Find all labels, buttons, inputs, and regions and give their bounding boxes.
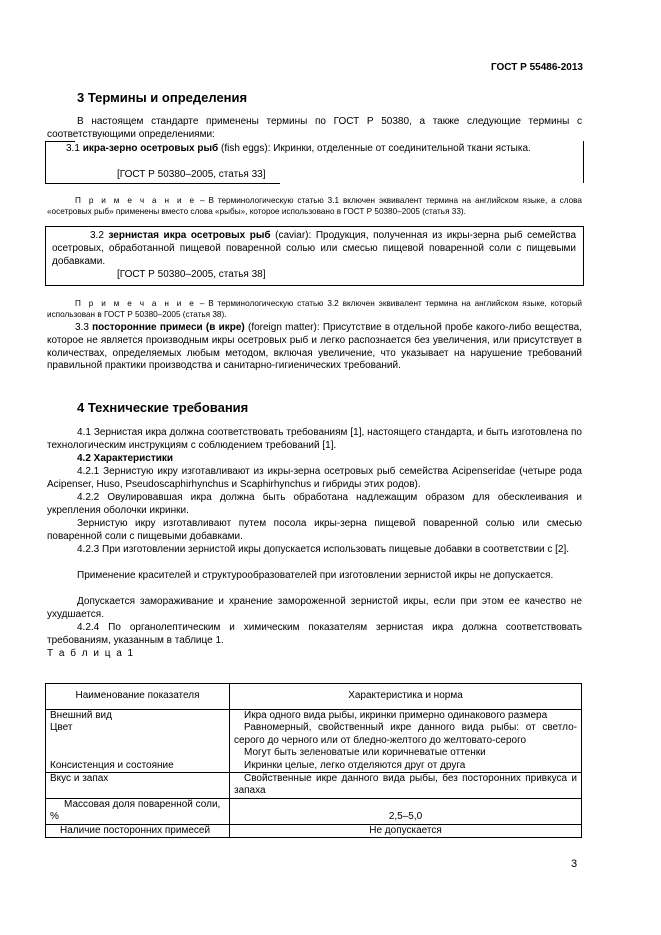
para-4-2-3c: Допускается замораживание и хранение замороженной зернистой икры, если при этом ее качество не ухудшается. — [47, 596, 582, 620]
table-row — [46, 722, 582, 747]
table-cell-value: Икринки целые, легко отделяются друг от друга — [230, 760, 582, 773]
term-3-1-english: (fish eggs) — [221, 143, 268, 154]
note-1 — [47, 196, 582, 217]
table-row — [46, 747, 582, 759]
term-3-2-number: 3.2 — [90, 230, 104, 241]
section-3-heading: 3 Термины и определения — [77, 90, 248, 105]
term-3-2 — [52, 230, 576, 268]
para-4-1: 4.1 Зернистая икра должна соответствовать требованиям [1], настоящего стандарта, и быть изготовлена по технологическим инструкциям с соблюдением требований [1]. — [47, 427, 582, 451]
note-2-label: П р и м е ч а н и е — [75, 299, 196, 308]
table-header-cell: Наименование показателя — [46, 684, 230, 710]
table-1-caption: Т а б л и ц а 1 — [47, 648, 135, 659]
table-cell-value: Свойственные икре данного вида рыбы, без посторонних привкуса и запаха — [230, 773, 582, 799]
table-cell-value: Равномерный, свойственный икре данного вида рыбы: от светло-серого до черного или от бледно-желтого до желтовато-серого — [230, 722, 582, 747]
term-3-3-definition: : Присутствие в отдельной пробе какого-либо вещества, которое не является производным икры осетровых рыб и легко распознается без увеличения, или присутствует в количествах, определяемых любым методом, включая увеличение, что указывает на нарушение требований правильной практики производства и санитарно-гигиенических требований. — [47, 322, 583, 372]
table-cell-name — [46, 747, 230, 759]
para-4-2-1: 4.2.1 Зернистую икру изготавливают из икры-зерна осетровых рыб семейства Acipenseridae (четыре рода Acipenser, Huso, Pseudoscaphirhynchus и Scaphirhynchus и гибриды этих родов). — [47, 466, 582, 490]
page-number: 3 — [571, 858, 578, 870]
term-3-1-definition: : Икринки, отделенные от соединительной ткани ястыка. — [267, 143, 531, 154]
para-4-2-3b: Применение красителей и структурообразователей при изготовлении зернистой икры не допускается. — [77, 570, 554, 581]
term-3-2-definition: : Продукция, полученная из икры-зерна рыб семейства осетровых, обработанной пищевой поваренной солью или смесью пищевой поваренной соли с пищевыми добавками. — [52, 230, 577, 267]
section-3-intro: В настоящем стандарте применены термины по ГОСТ Р 50380, а также следующие термины с соответствующими определениями: — [47, 116, 582, 140]
term-3-1-number: 3.1 — [66, 143, 80, 154]
term-3-1-term: икра-зерно осетровых рыб — [82, 143, 219, 154]
term-3-3-number: 3.3 — [75, 322, 89, 333]
subheading-4-2: 4.2 Характеристики — [77, 453, 174, 464]
para-4-2-2b: Зернистую икру изготавливают путем посола икры-зерна пищевой поваренной солью или смесью поваренной соли с пищевыми добавками. — [47, 518, 582, 542]
note-2 — [47, 299, 582, 320]
para-4-2-2: 4.2.2 Овулировавшая икра должна быть обработана надлежащим образом для обесклеивания и укрепления оболочки икринки. — [47, 492, 582, 516]
table-row — [46, 760, 582, 773]
table-header-row — [46, 684, 582, 710]
table-cell-name: Наличие посторонних примесей — [46, 824, 230, 837]
table-cell-value: Могут быть зеленоватые или коричневатые оттенки — [230, 747, 582, 759]
table-row — [46, 710, 582, 723]
term-3-2-source: [ГОСТ Р 50380–2005, статья 38] — [117, 269, 266, 280]
table-cell-name: Консистенция и состояние — [46, 760, 230, 773]
term-3-3-english: (foreign matter) — [248, 322, 317, 333]
table-cell-value: 2,5–5,0 — [230, 798, 582, 824]
para-4-2-4: 4.2.4 По органолептическим и химическим показателям зернистая икра должна соответствовать требованиям, указанным в таблице 1. — [47, 622, 582, 646]
term-3-3 — [47, 322, 582, 373]
table-row — [46, 773, 582, 799]
note-2-text: – В терминологическую статью 3.2 включен эквивалент термина на английском языке, который использован в ГОСТ Р 50380–2005 (статья 38). — [47, 299, 582, 319]
note-1-text: – В терминологическую статью 3.1 включен эквивалент термина на английском языке, а слова «осетровых рыб» применены вместо слова «рыбы», которое использовано в ГОСТ Р 50380–2005 (статья 33). — [47, 196, 582, 216]
document-id: ГОСТ Р 55486-2013 — [490, 62, 583, 73]
note-1-label: П р и м е ч а н и е — [75, 196, 197, 205]
para-4-2-3: 4.2.3 При изготовлении зернистой икры допускается использовать пищевые добавки в соответствии с [2]. — [77, 544, 570, 555]
table-row — [46, 824, 582, 837]
table-header-cell: Характеристика и норма — [230, 684, 582, 710]
table-row — [46, 798, 582, 824]
table-cell-name: Внешний вид — [46, 710, 230, 723]
term-3-3-term: посторонние примеси (в икре) — [92, 322, 245, 333]
section-4-heading: 4 Технические требования — [77, 400, 249, 415]
table-cell-name: Массовая доля поваренной соли, % — [46, 798, 230, 824]
term-3-2-english: (caviar) — [275, 230, 309, 241]
table-cell-name: Вкус и запах — [46, 773, 230, 799]
term-3-2-term: зернистая икра осетровых рыб — [108, 230, 271, 241]
table-cell-value: Не допускается — [230, 824, 582, 837]
term-3-1 — [52, 143, 576, 156]
table-1 — [45, 683, 582, 838]
term-3-1-source: [ГОСТ Р 50380–2005, статья 33] — [117, 169, 266, 180]
table-cell-name: Цвет — [46, 722, 230, 747]
table-cell-value: Икра одного вида рыбы, икринки примерно одинакового размера — [230, 710, 582, 723]
